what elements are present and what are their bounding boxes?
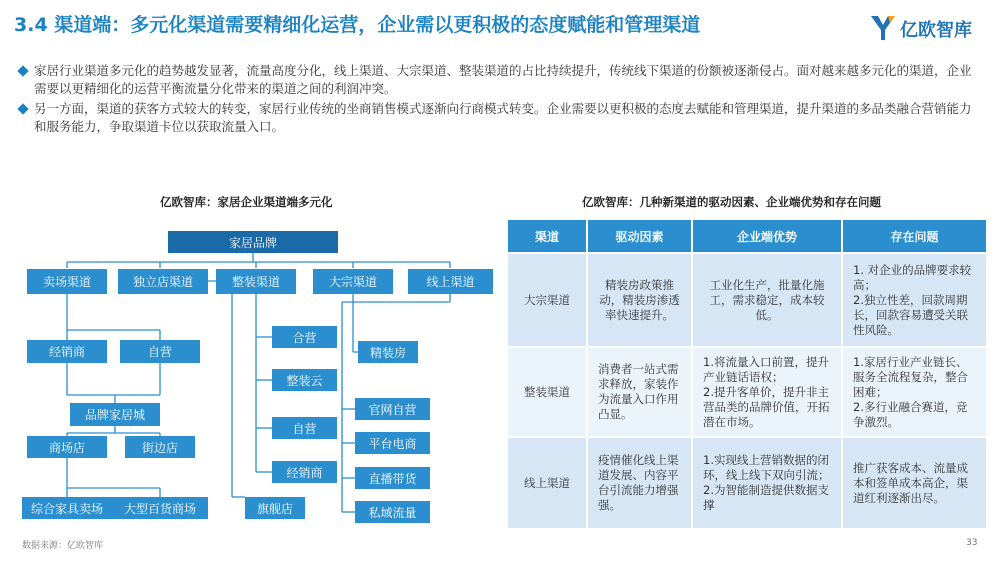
org-root-node: 家居品牌 — [168, 231, 338, 253]
table-cell-channel: 线上渠道 — [507, 437, 587, 529]
bullet-text: 家居行业渠道多元化的趋势越发显著，流量高度分化，线上渠道、大宗渠道、整装渠道的占比持续提升，传统线下渠道的份额被逐渐侵占。面对越来越多元化的渠道，企业需要以更精细化的运营平衡流量分化带来的渠道之间的利润冲突。 — [34, 63, 972, 96]
table-header-cell: 企业端优势 — [692, 219, 842, 253]
table-cell-driver: 精装房政策推动，精装房渗透率快速提升。 — [587, 253, 692, 347]
table-header-row — [507, 219, 987, 253]
table-header-cell: 驱动因素 — [587, 219, 692, 253]
page-number: 33 — [966, 538, 978, 548]
org-node-maichang: 卖场渠道 — [27, 269, 107, 294]
org-node-dazong: 大宗渠道 — [313, 269, 393, 294]
table-cell-problem: 1.家居行业产业链长、服务全流程复杂，整合困难； 2.多行业融合赛道，竞争激烈。 — [842, 347, 987, 437]
right-table-title: 亿欧智库：几种新渠道的驱动因素、企业端优势和存在问题 — [582, 195, 881, 209]
channel-table — [506, 218, 988, 530]
org-node-baihuo: 大型百货商场 — [112, 497, 208, 519]
org-node-pingtai: 平台电商 — [355, 432, 430, 454]
table-cell-advantage: 工业化生产，批量化施工，需求稳定，成本较低。 — [692, 253, 842, 347]
diamond-bullet-icon — [17, 65, 28, 76]
table-cell-driver: 消费者一站式需求释放，家装作为流量入口作用凸显。 — [587, 347, 692, 437]
org-node-jingzhuangfang: 精装房 — [358, 341, 418, 363]
org-node-zz-jingxiaoshang: 经销商 — [272, 461, 337, 483]
table-cell-channel: 大宗渠道 — [507, 253, 587, 347]
org-node-duli: 独立店渠道 — [118, 269, 208, 294]
org-node-zhibo: 直播带货 — [355, 467, 430, 489]
table-cell-problem: 推广获客成本、流量成本和签单成本高企，渠道红利逐渐出尽。 — [842, 437, 987, 529]
org-node-guanwang: 官网自营 — [355, 398, 430, 420]
bullet-item — [18, 100, 983, 136]
org-node-zonghe: 综合家具卖场 — [22, 497, 112, 519]
org-node-pinpai: 品牌家居城 — [70, 403, 160, 426]
org-node-xianshang: 线上渠道 — [408, 269, 493, 294]
table-header-cell: 渠道 — [507, 219, 587, 253]
logo — [868, 10, 988, 44]
table-row — [507, 437, 987, 529]
bullet-text: 另一方面，渠道的获客方式较大的转变，家居行业传统的坐商销售模式逐渐向行商模式转变。企业需要以更积极的态度去赋能和管理渠道，提升渠道的多品类融合营销能力和服务能力，争取渠道卡位以获取流量入口。 — [34, 101, 972, 134]
org-node-zhengzhuang: 整装渠道 — [216, 269, 296, 294]
table-cell-problem: 1. 对企业的品牌要求较高； 2.独立性差，回款周期长，回款容易遭受关联性风险。 — [842, 253, 987, 347]
org-node-qijian: 旗舰店 — [245, 497, 305, 519]
bullet-item — [18, 62, 983, 98]
org-node-siyu: 私域流量 — [355, 501, 430, 523]
org-node-zhengzhuangyun: 整装云 — [272, 369, 337, 391]
page-title: 3.4 渠道端：多元化渠道需要精细化运营，企业需以更积极的态度赋能和管理渠道 — [14, 14, 701, 36]
logo-icon — [868, 12, 898, 42]
table-row — [507, 347, 987, 437]
table-cell-driver: 疫情催化线上渠道发展、内容平台引流能力增强强。 — [587, 437, 692, 529]
data-source-note: 数据来源：亿欧智库 — [22, 541, 104, 551]
org-node-ziying: 自营 — [120, 340, 200, 363]
table-row — [507, 253, 987, 347]
table-header-cell: 存在问题 — [842, 219, 987, 253]
table-cell-advantage: 1.将流量入口前置，提升产业链话语权； 2.提升客单价，提升非主营品类的品牌价值，开拓潜在市场。 — [692, 347, 842, 437]
org-node-heying: 合营 — [272, 326, 337, 348]
org-node-jingxiaoshang: 经销商 — [27, 340, 107, 363]
org-node-zz-ziying: 自营 — [272, 417, 337, 439]
org-node-jiebian: 街边店 — [125, 436, 195, 458]
org-node-shangchang: 商场店 — [27, 436, 107, 458]
logo-text: 亿欧智库 — [900, 20, 972, 41]
bullet-list — [18, 62, 983, 138]
diamond-bullet-icon — [17, 103, 28, 114]
table-cell-channel: 整装渠道 — [507, 347, 587, 437]
left-chart-title: 亿欧智库：家居企业渠道端多元化 — [160, 195, 333, 209]
table-cell-advantage: 1.实现线上营销数据的闭环，线上线下双向引流； 2.为智能制造提供数据支撑 — [692, 437, 842, 529]
